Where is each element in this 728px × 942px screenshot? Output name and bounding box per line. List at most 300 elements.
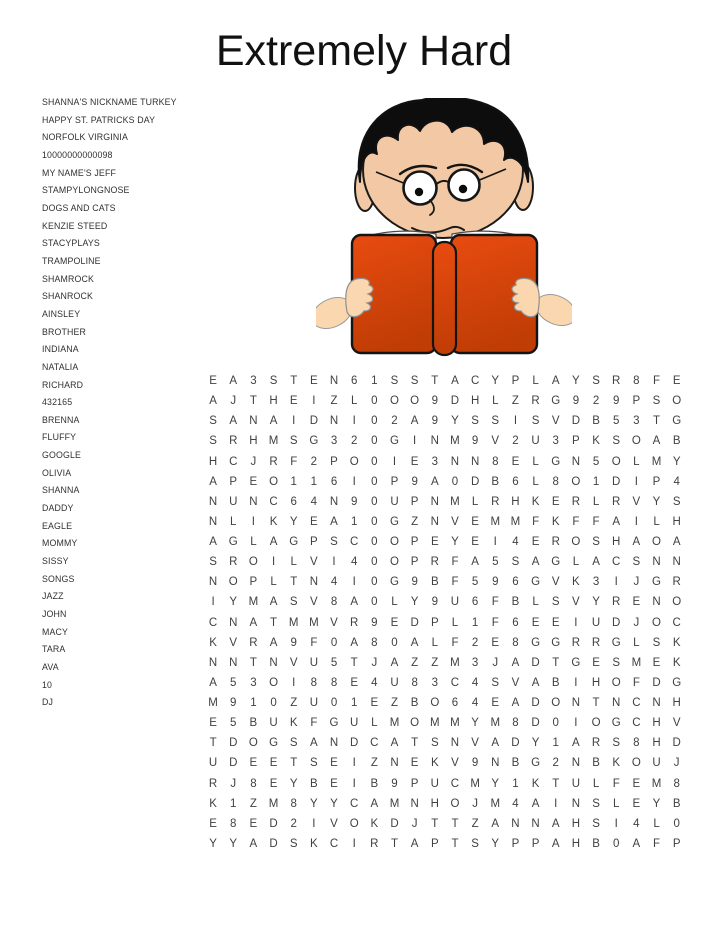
grid-cell: Y (410, 596, 419, 609)
grid-cell: U (591, 616, 601, 629)
grid-cell: 6 (330, 475, 338, 488)
grid-cell: 0 (552, 717, 559, 730)
grid-cell: T (270, 616, 278, 629)
grid-cell: N (229, 656, 238, 669)
grid-cell: A (551, 375, 560, 388)
grid-cell: K (612, 757, 621, 770)
grid-cell: J (371, 656, 378, 669)
grid-cell: 1 (310, 475, 318, 488)
grid-cell: H (672, 697, 681, 710)
grid-cell: V (632, 495, 641, 508)
grid-cell: Z (390, 697, 398, 710)
grid-cell: N (269, 656, 278, 669)
grid-cell: 4 (471, 676, 479, 689)
grid-cell: S (592, 375, 600, 388)
grid-cell: Y (209, 837, 217, 850)
grid-cell: O (248, 737, 258, 750)
grid-cell: 6 (471, 596, 479, 609)
grid-cell: L (492, 395, 499, 408)
grid-cell: 9 (431, 596, 438, 609)
grid-cell: 1 (290, 475, 297, 488)
grid-cell: N (229, 616, 238, 629)
grid-cell: V (310, 556, 318, 569)
grid-cell: 0 (371, 395, 378, 408)
grid-cell: Y (572, 375, 580, 388)
grid-cell: O (228, 576, 238, 589)
grid-cell: 2 (592, 395, 600, 408)
grid-cell: I (574, 717, 578, 730)
grid-cell: B (310, 777, 318, 790)
grid-cell: R (229, 435, 238, 448)
word-list-item: DADDY (42, 503, 74, 514)
grid-cell: 1 (230, 797, 237, 810)
grid-cell: G (531, 636, 541, 649)
grid-cell: I (554, 797, 558, 810)
grid-cell: T (431, 817, 439, 830)
grid-cell: M (389, 797, 400, 810)
grid-cell: 0 (330, 636, 338, 649)
grid-cell: 1 (250, 697, 257, 710)
grid-cell: R (672, 576, 681, 589)
word-list-item: GOOGLE (42, 450, 82, 461)
grid-cell: A (370, 797, 379, 810)
grid-cell: H (430, 797, 439, 810)
grid-cell: D (612, 616, 621, 629)
grid-cell: O (672, 596, 682, 609)
grid-cell: N (491, 757, 500, 770)
grid-cell: N (410, 797, 419, 810)
grid-cell: 8 (633, 737, 640, 750)
grid-cell: I (614, 817, 618, 830)
grid-cell: V (451, 515, 459, 528)
grid-cell: U (309, 656, 319, 669)
grid-cell: 9 (290, 636, 297, 649)
grid-cell: S (209, 415, 217, 428)
grid-cell: S (209, 556, 217, 569)
grid-cell: E (632, 797, 641, 810)
grid-cell: G (289, 536, 299, 549)
grid-cell: 0 (371, 536, 378, 549)
grid-cell: 4 (371, 676, 378, 689)
grid-cell: 8 (411, 676, 418, 689)
grid-cell: G (611, 717, 621, 730)
grid-cell: S (471, 837, 479, 850)
grid-cell: A (229, 415, 238, 428)
grid-cell: 8 (633, 375, 640, 388)
grid-cell: U (531, 435, 540, 448)
grid-cell: F (491, 596, 499, 609)
grid-cell: F (310, 636, 318, 649)
grid-cell: N (511, 817, 520, 830)
grid-cell: G (551, 556, 561, 569)
grid-cell: M (389, 717, 400, 730)
grid-cell: G (551, 636, 561, 649)
grid-cell: I (614, 576, 618, 589)
grid-cell: E (471, 515, 479, 528)
word-list-item: INDIANA (42, 344, 79, 355)
grid-cell: I (352, 475, 356, 488)
grid-cell: L (633, 455, 640, 468)
word-list-item: OLIVIA (42, 467, 72, 478)
grid-cell: D (229, 737, 238, 750)
grid-cell: D (672, 737, 681, 750)
word-list-item: KENZIE STEED (42, 220, 108, 231)
grid-cell: T (249, 656, 257, 669)
grid-cell: Y (531, 737, 540, 750)
grid-cell: N (571, 455, 581, 468)
grid-cell: H (269, 395, 278, 408)
word-list-item: EAGLE (42, 520, 73, 531)
grid-cell: J (230, 395, 237, 408)
grid-cell: A (350, 596, 358, 609)
grid-cell: H (511, 495, 520, 508)
grid-cell: C (329, 837, 339, 850)
grid-cell: T (451, 817, 459, 830)
grid-cell: L (451, 616, 459, 629)
grid-cell: N (208, 656, 218, 669)
grid-cell: E (632, 596, 641, 609)
grid-cell: R (612, 596, 621, 609)
grid-cell: T (249, 395, 257, 408)
grid-cell: R (591, 636, 601, 649)
grid-cell: O (652, 616, 661, 629)
grid-cell: 4 (673, 475, 680, 488)
grid-cell: Y (310, 797, 318, 810)
grid-cell: N (672, 556, 681, 569)
grid-cell: 0 (371, 556, 378, 569)
grid-cell: M (631, 656, 642, 669)
grid-cell: M (450, 656, 460, 669)
grid-cell: D (571, 415, 581, 428)
word-list-item: SONGS (42, 573, 75, 584)
grid-cell: T (552, 656, 560, 669)
grid-cell: 6 (512, 475, 519, 488)
grid-cell: C (470, 375, 480, 388)
grid-cell: 0 (391, 636, 398, 649)
grid-cell: A (209, 676, 217, 689)
grid-cell: P (531, 837, 540, 850)
grid-cell: D (531, 717, 540, 730)
grid-cell: R (612, 375, 621, 388)
grid-cell: E (310, 515, 318, 528)
grid-cell: T (411, 737, 419, 750)
grid-cell: O (248, 556, 258, 569)
grid-cell: R (249, 636, 258, 649)
grid-cell: A (269, 415, 278, 428)
grid-cell: O (349, 455, 359, 468)
word-list-item: FLUFFY (42, 432, 77, 443)
grid-cell: G (672, 415, 682, 428)
grid-cell: I (292, 676, 296, 689)
grid-cell: R (430, 556, 439, 569)
grid-cell: B (249, 717, 258, 730)
grid-cell: L (350, 395, 358, 408)
grid-cell: A (531, 676, 540, 689)
grid-cell: 0 (371, 495, 378, 508)
grid-cell: P (390, 475, 399, 488)
grid-cell: 2 (471, 636, 479, 649)
grid-cell: F (632, 676, 640, 689)
grid-cell: K (310, 837, 318, 850)
grid-cell: E (491, 697, 500, 710)
grid-cell: G (652, 576, 661, 589)
grid-cell: V (310, 596, 318, 609)
grid-cell: Y (330, 797, 338, 810)
grid-cell: 3 (592, 576, 600, 589)
grid-cell: 5 (592, 455, 600, 468)
grid-cell: K (592, 435, 600, 448)
grid-cell: 5 (613, 415, 620, 428)
grid-cell: C (208, 616, 218, 629)
boy-reading-book-illustration (316, 98, 572, 360)
grid-cell: S (269, 375, 278, 388)
grid-cell: S (491, 415, 500, 428)
grid-cell: E (531, 536, 540, 549)
grid-cell: 8 (371, 636, 378, 649)
grid-cell: O (631, 435, 641, 448)
grid-cell: L (230, 515, 237, 528)
grid-cell: I (634, 515, 638, 528)
grid-cell: S (612, 435, 621, 448)
grid-cell: N (390, 757, 399, 770)
grid-cell: K (370, 817, 379, 830)
grid-cell: L (532, 596, 539, 609)
grid-cell: Z (249, 797, 257, 810)
grid-cell: 9 (230, 697, 237, 710)
word-list-item: SHANNA'S NICKNAME TURKEY (42, 97, 177, 107)
grid-cell: A (531, 556, 540, 569)
book-icon (352, 235, 537, 355)
grid-cell: B (592, 837, 600, 850)
grid-cell: Y (451, 415, 459, 428)
grid-cell: 8 (512, 717, 519, 730)
grid-cell: N (571, 797, 581, 810)
grid-cell: R (370, 837, 379, 850)
grid-cell: O (571, 475, 581, 488)
grid-cell: E (330, 757, 338, 770)
grid-cell: Z (370, 757, 378, 770)
grid-cell: P (229, 475, 238, 488)
grid-cell: E (289, 395, 298, 408)
word-list-item: SHANNA (42, 485, 80, 496)
grid-cell: G (329, 717, 339, 730)
grid-cell: U (390, 495, 399, 508)
grid-cell: L (532, 475, 539, 488)
grid-cell: 6 (512, 576, 519, 589)
grid-cell: S (310, 757, 318, 770)
grid-cell: N (430, 435, 439, 448)
grid-cell: U (571, 777, 581, 790)
grid-cell: Y (289, 515, 298, 528)
grid-cell: K (289, 717, 298, 730)
grid-cell: S (491, 676, 500, 689)
grid-cell: E (551, 616, 560, 629)
grid-cell: F (612, 777, 620, 790)
grid-cell: L (270, 576, 277, 589)
grid-cell: L (532, 455, 539, 468)
grid-cell: L (532, 375, 539, 388)
grid-cell: N (249, 415, 258, 428)
word-list-item: AINSLEY (42, 308, 81, 319)
grid-cell: P (410, 495, 419, 508)
grid-cell: S (511, 556, 520, 569)
grid-cell: H (652, 737, 661, 750)
grid-cell: Z (471, 817, 479, 830)
grid-cell: E (592, 656, 600, 669)
grid-cell: R (491, 495, 500, 508)
grid-cell: A (229, 375, 238, 388)
grid-cell: 5 (230, 717, 237, 730)
grid-cell: I (574, 616, 578, 629)
grid-cell: G (390, 515, 399, 528)
word-list-item: DJ (42, 697, 54, 708)
grid-cell: O (611, 676, 621, 689)
grid-cell: A (310, 737, 318, 750)
grid-cell: A (551, 817, 560, 830)
grid-cell: F (290, 455, 298, 468)
word-list-item: MACY (42, 626, 69, 637)
grid-cell: E (652, 656, 661, 669)
grid-cell: E (410, 757, 419, 770)
grid-cell: M (651, 777, 662, 790)
grid-cell: P (310, 536, 318, 549)
grid-cell: N (208, 576, 218, 589)
grid-cell: U (652, 757, 661, 770)
word-list-item: 10 (42, 679, 53, 690)
grid-cell: F (491, 616, 499, 629)
grid-cell: O (390, 536, 399, 549)
grid-cell: I (352, 837, 356, 850)
grid-cell: K (672, 636, 681, 649)
grid-cell: B (511, 757, 520, 770)
grid-cell: S (209, 435, 217, 448)
grid-cell: O (652, 536, 661, 549)
grid-cell: 6 (350, 375, 358, 388)
grid-cell: P (249, 576, 258, 589)
grid-cell: C (450, 777, 460, 790)
grid-cell: M (651, 455, 662, 468)
grid-cell: R (350, 616, 359, 629)
grid-cell: 8 (290, 797, 297, 810)
grid-cell: 3 (431, 455, 438, 468)
grid-cell: M (490, 717, 501, 730)
word-list-item: HAPPY ST. PATRICKS DAY (42, 114, 156, 125)
grid-cell: K (551, 515, 560, 528)
grid-cell: A (350, 636, 358, 649)
grid-cell: M (490, 515, 501, 528)
grid-cell: G (390, 435, 399, 448)
grid-cell: D (652, 676, 661, 689)
grid-cell: O (269, 475, 279, 488)
grid-cell: V (451, 757, 459, 770)
grid-cell: 3 (431, 676, 438, 689)
grid-cell: A (592, 556, 600, 569)
grid-cell: 1 (552, 737, 559, 750)
grid-cell: T (350, 656, 358, 669)
grid-cell: E (209, 717, 217, 730)
book-spine (433, 242, 456, 355)
grid-cell: 4 (350, 556, 358, 569)
grid-cell: Z (290, 697, 298, 710)
grid-cell: A (672, 536, 681, 549)
grid-cell: 2 (391, 415, 398, 428)
grid-cell: A (410, 415, 419, 428)
grid-cell: L (391, 596, 398, 609)
word-list-item: SHAMROCK (42, 273, 95, 284)
grid-cell: S (531, 415, 540, 428)
grid-cell: R (591, 737, 601, 750)
grid-cell: A (451, 375, 459, 388)
grid-cell: I (352, 777, 356, 790)
grid-cell: 4 (512, 797, 519, 810)
grid-cell: E (410, 455, 419, 468)
grid-cell: C (350, 797, 359, 810)
grid-cell: 4 (471, 697, 479, 710)
grid-cell: O (450, 797, 460, 810)
grid-cell: J (230, 777, 237, 790)
grid-cell: 8 (230, 817, 237, 830)
grid-cell: I (312, 817, 316, 830)
grid-cell: 2 (350, 435, 358, 448)
grid-cell: 1 (350, 515, 358, 528)
grid-cell: I (634, 475, 638, 488)
grid-cell: 1 (371, 375, 378, 388)
grid-cell: F (451, 636, 459, 649)
grid-cell: Y (672, 455, 681, 468)
grid-cell: A (390, 656, 399, 669)
grid-cell: N (329, 737, 339, 750)
grid-cell: 8 (330, 676, 338, 689)
grid-cell: J (633, 616, 640, 629)
grid-cell: 9 (350, 495, 358, 508)
grid-cell: E (511, 455, 520, 468)
grid-cell: E (390, 616, 399, 629)
grid-cell: 8 (552, 475, 559, 488)
grid-cell: 0 (451, 475, 459, 488)
grid-cell: A (269, 636, 278, 649)
grid-cell: S (592, 797, 600, 810)
grid-cell: D (511, 737, 520, 750)
grid-cell: N (309, 576, 319, 589)
grid-cell: D (309, 415, 319, 428)
grid-cell: G (551, 455, 561, 468)
grid-cell: T (390, 837, 398, 850)
grid-cell: F (592, 515, 600, 528)
grid-cell: I (211, 596, 215, 609)
word-list-item: TARA (42, 644, 66, 655)
grid-cell: R (229, 556, 238, 569)
grid-cell: U (390, 676, 399, 689)
grid-cell: U (208, 757, 218, 770)
grid-cell: O (611, 455, 621, 468)
grid-cell: A (491, 737, 500, 750)
grid-cell: U (430, 777, 439, 790)
grid-cell: S (632, 556, 641, 569)
grid-cell: E (249, 757, 258, 770)
grid-cell: D (612, 475, 621, 488)
grid-cell: A (269, 536, 278, 549)
grid-cell: S (612, 656, 621, 669)
word-list-item: BRENNA (42, 414, 80, 425)
grid-cell: M (309, 616, 319, 629)
grid-cell: Y (652, 495, 661, 508)
grid-cell: J (472, 797, 478, 810)
grid-cell: R (208, 777, 218, 790)
grid-cell: K (209, 797, 217, 810)
word-list-item: SHANROCK (42, 291, 94, 302)
word-list-item: MY NAME'S JEFF (42, 167, 116, 178)
grid-cell: A (511, 656, 520, 669)
